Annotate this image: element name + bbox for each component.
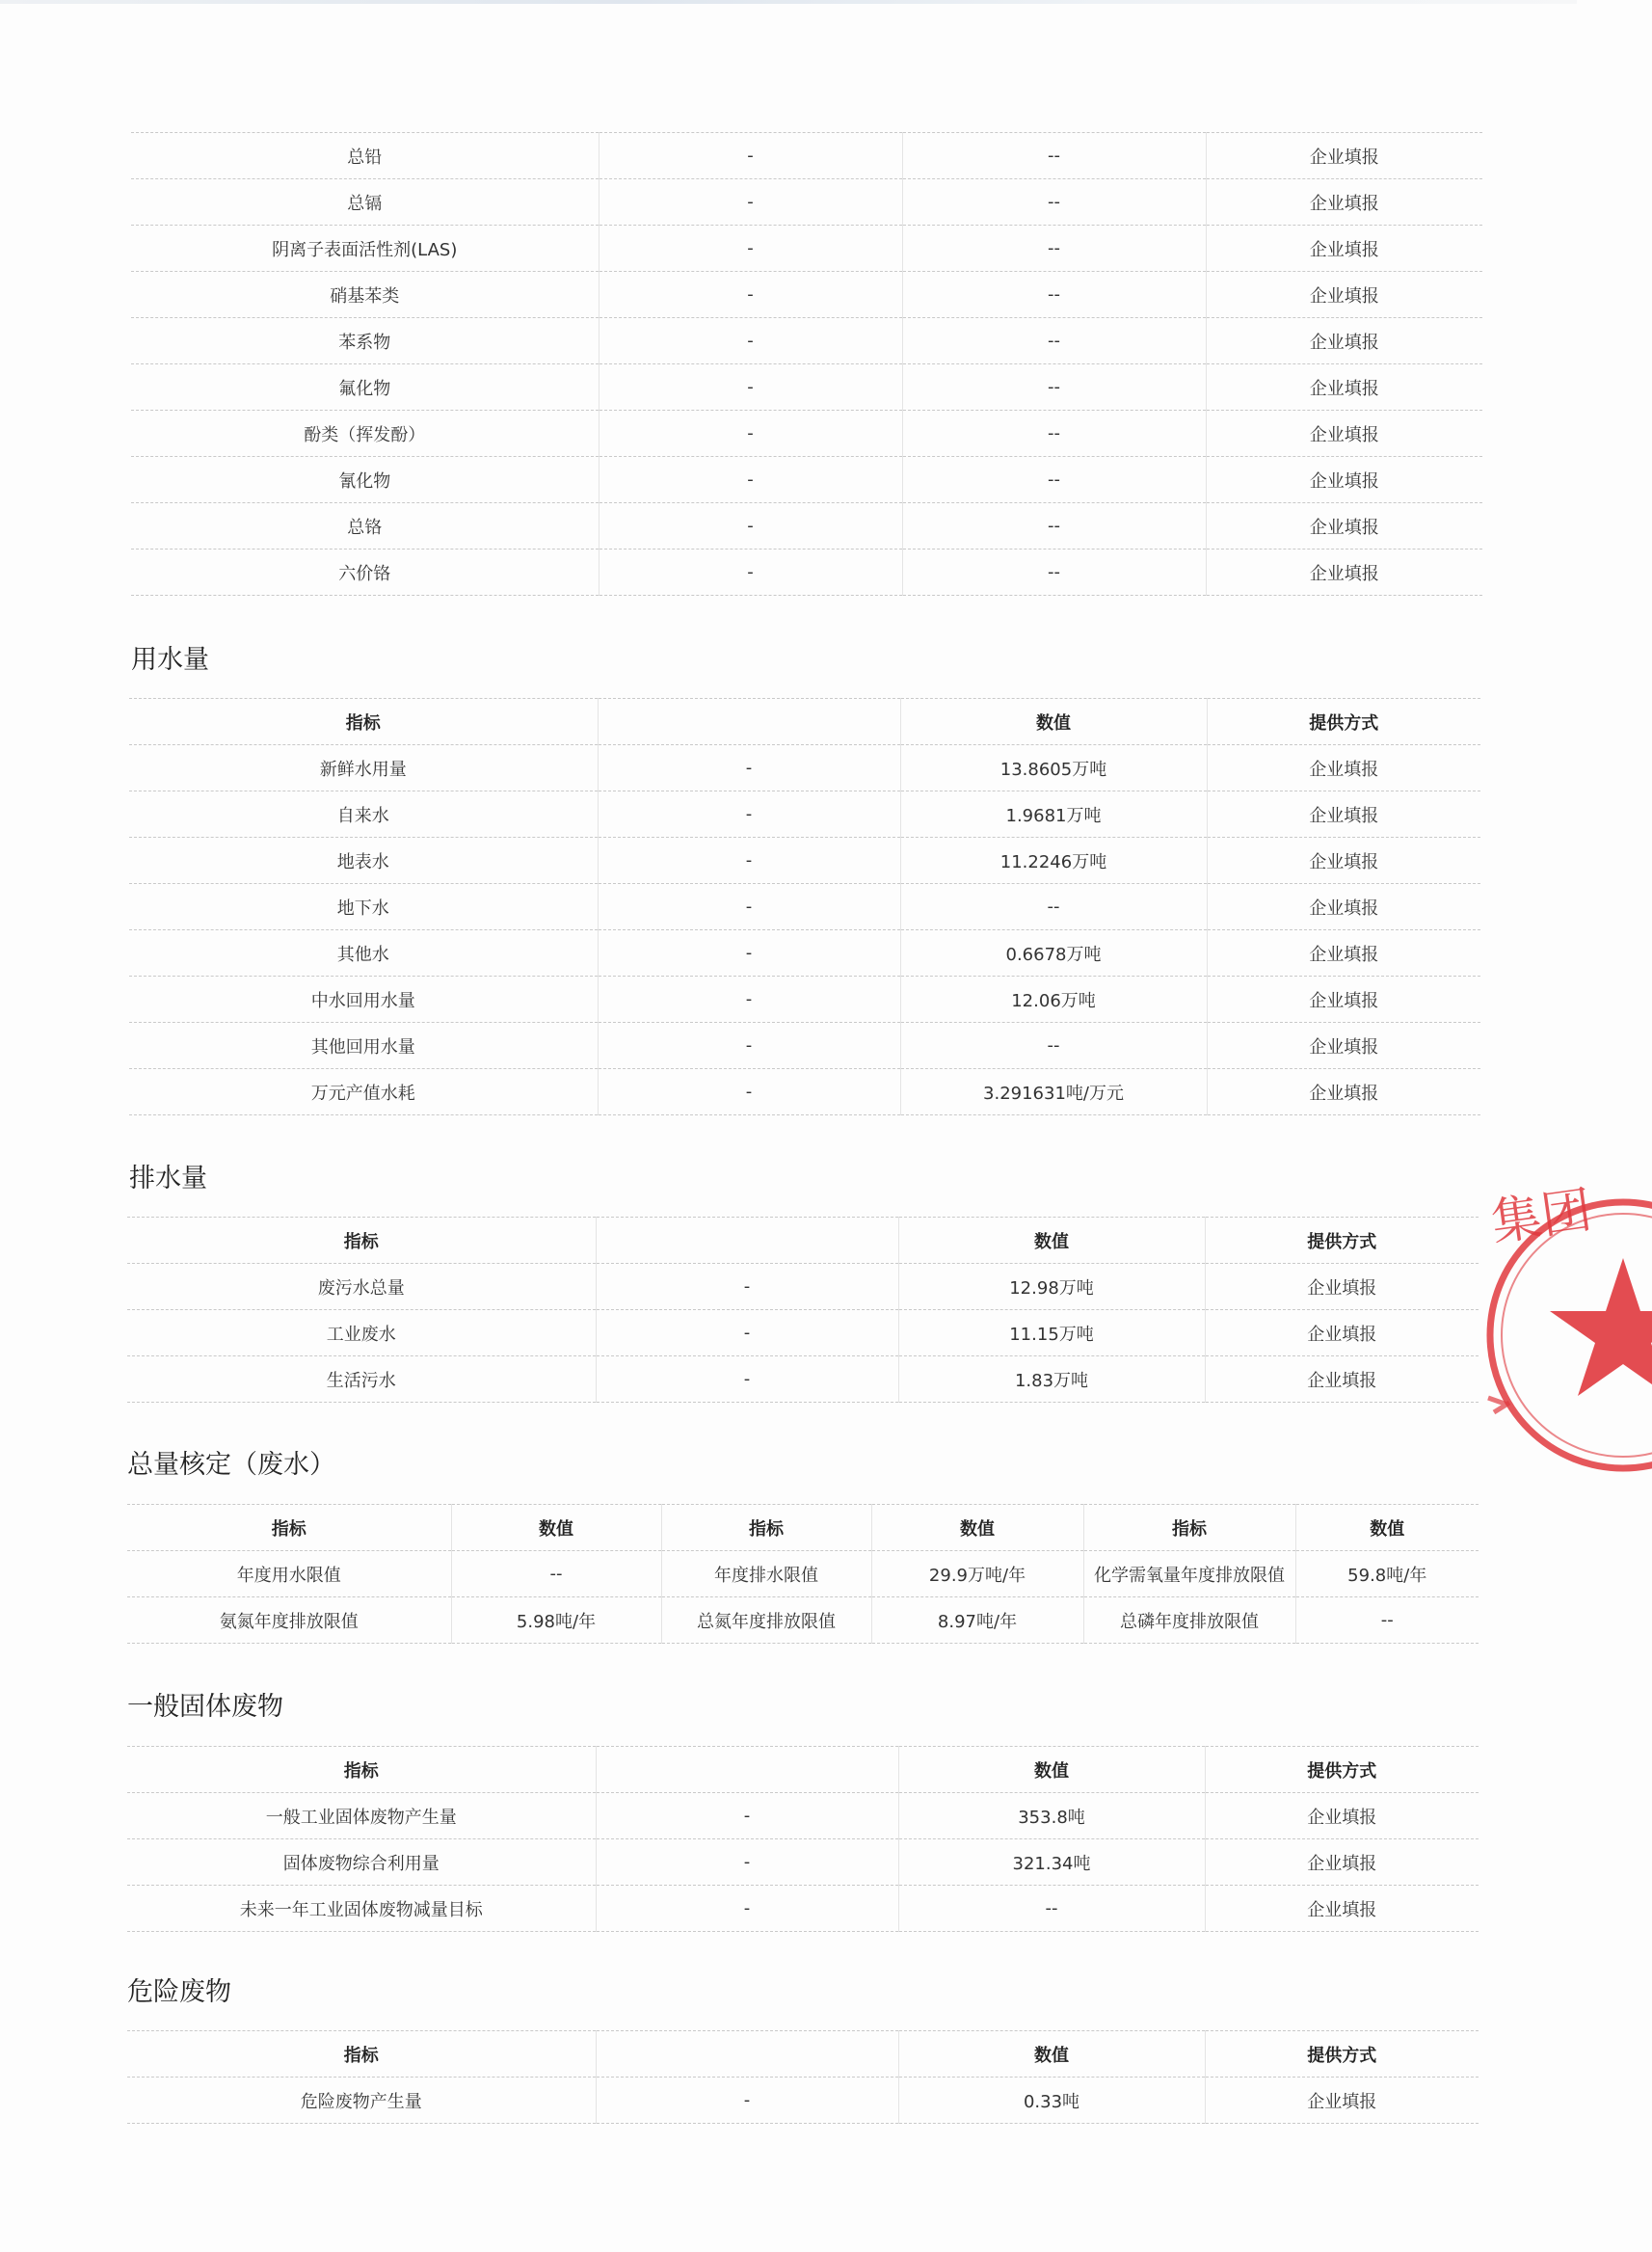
indicator-cell: 总磷年度排放限值	[1083, 1597, 1295, 1644]
seal-text: 集团	[1487, 1181, 1596, 1253]
method-cell: 企业填报	[1206, 364, 1482, 411]
method-cell: 企业填报	[1206, 133, 1482, 179]
dash-cell: -	[596, 2078, 898, 2124]
value-cell: 3.291631吨/万元	[900, 1069, 1207, 1115]
indicator-cell: 六价铬	[131, 550, 599, 596]
table-row	[129, 930, 1480, 977]
table-row	[129, 791, 1480, 838]
dash-cell: -	[598, 977, 900, 1023]
header-indicator: 指标	[127, 2031, 596, 2078]
header-value: 数值	[900, 699, 1207, 745]
method-cell: 企业填报	[1205, 1793, 1479, 1839]
table-row	[131, 179, 1482, 226]
value-cell: 1.9681万吨	[900, 791, 1207, 838]
header-indicator: 指标	[127, 1747, 596, 1793]
table-header-row	[129, 699, 1480, 745]
table-row	[127, 2078, 1479, 2124]
header-value: 数值	[898, 1218, 1205, 1264]
header-indicator: 指标	[127, 1505, 451, 1551]
header-blank	[598, 699, 900, 745]
dash-cell: -	[596, 1356, 898, 1403]
method-cell: 企业填报	[1205, 1264, 1479, 1310]
method-cell: 企业填报	[1207, 745, 1480, 791]
table-row	[129, 977, 1480, 1023]
section-title-water-use: 用水量	[131, 645, 209, 675]
indicator-cell: 地下水	[129, 884, 598, 930]
table-row	[129, 1069, 1480, 1115]
indicator-cell: 自来水	[129, 791, 598, 838]
indicator-cell: 总铅	[131, 133, 599, 179]
indicator-cell: 总氮年度排放限值	[661, 1597, 871, 1644]
dash-cell: -	[598, 1069, 900, 1115]
value-cell: 29.9万吨/年	[871, 1551, 1083, 1597]
value-cell: 321.34吨	[898, 1839, 1205, 1886]
header-method: 提供方式	[1205, 2031, 1479, 2078]
method-cell: 企业填报	[1206, 272, 1482, 318]
water-use-table	[129, 698, 1480, 1115]
method-cell: 企业填报	[1207, 1069, 1480, 1115]
indicator-cell: 废污水总量	[127, 1264, 596, 1310]
value-cell: 0.6678万吨	[900, 930, 1207, 977]
dash-cell: -	[599, 411, 902, 457]
method-cell: 企业填报	[1206, 550, 1482, 596]
value-cell: --	[902, 503, 1206, 550]
indicator-cell: 工业废水	[127, 1310, 596, 1356]
method-cell: 企业填报	[1206, 503, 1482, 550]
indicator-cell: 中水回用水量	[129, 977, 598, 1023]
dash-cell: -	[599, 226, 902, 272]
indicator-cell: 其他水	[129, 930, 598, 977]
quota-table	[127, 1504, 1479, 1644]
dash-cell: -	[599, 550, 902, 596]
dash-cell: -	[596, 1886, 898, 1932]
dash-cell: -	[598, 930, 900, 977]
table-header-row	[127, 2031, 1479, 2078]
table-row	[127, 1886, 1479, 1932]
value-cell: 11.15万吨	[898, 1310, 1205, 1356]
dash-cell: -	[599, 318, 902, 364]
header-value: 数值	[898, 2031, 1205, 2078]
dash-cell: -	[596, 1264, 898, 1310]
header-blank	[596, 1747, 898, 1793]
method-cell: 企业填报	[1206, 226, 1482, 272]
method-cell: 企业填报	[1206, 457, 1482, 503]
method-cell: 企业填报	[1207, 838, 1480, 884]
header-method: 提供方式	[1207, 699, 1480, 745]
table-row	[127, 1839, 1479, 1886]
indicator-cell: 总镉	[131, 179, 599, 226]
hazardous-waste-table	[127, 2030, 1479, 2124]
value-cell: --	[902, 179, 1206, 226]
value-cell: 5.98吨/年	[451, 1597, 661, 1644]
drainage-table	[127, 1217, 1479, 1403]
value-cell: --	[902, 364, 1206, 411]
dash-cell: -	[596, 1839, 898, 1886]
dash-cell: -	[599, 272, 902, 318]
dash-cell: -	[599, 179, 902, 226]
table-row	[131, 364, 1482, 411]
value-cell: --	[902, 133, 1206, 179]
scan-edge	[0, 0, 1577, 4]
dash-cell: -	[599, 503, 902, 550]
method-cell: 企业填报	[1207, 1023, 1480, 1069]
method-cell: 企业填报	[1207, 930, 1480, 977]
header-value: 数值	[1295, 1505, 1479, 1551]
indicator-cell: 酚类（挥发酚）	[131, 411, 599, 457]
method-cell: 企业填报	[1205, 1310, 1479, 1356]
section-title-quota: 总量核定（废水）	[127, 1450, 335, 1480]
table-row	[127, 1597, 1479, 1644]
dash-cell: -	[596, 1310, 898, 1356]
header-value: 数值	[898, 1747, 1205, 1793]
indicator-cell: 化学需氧量年度排放限值	[1083, 1551, 1295, 1597]
indicator-cell: 苯系物	[131, 318, 599, 364]
header-method: 提供方式	[1205, 1747, 1479, 1793]
header-method: 提供方式	[1205, 1218, 1479, 1264]
method-cell: 企业填报	[1207, 977, 1480, 1023]
table-row	[129, 884, 1480, 930]
value-cell: 13.8605万吨	[900, 745, 1207, 791]
indicator-cell: 一般工业固体废物产生量	[127, 1793, 596, 1839]
table-row	[129, 1023, 1480, 1069]
value-cell: 8.97吨/年	[871, 1597, 1083, 1644]
dash-cell: -	[596, 1793, 898, 1839]
method-cell: 企业填报	[1207, 884, 1480, 930]
table-row	[131, 318, 1482, 364]
table-header-row	[127, 1218, 1479, 1264]
value-cell: 11.2246万吨	[900, 838, 1207, 884]
value-cell: --	[902, 550, 1206, 596]
header-indicator: 指标	[1083, 1505, 1295, 1551]
indicator-cell: 氨氮年度排放限值	[127, 1597, 451, 1644]
value-cell: --	[902, 272, 1206, 318]
value-cell: --	[900, 884, 1207, 930]
table-row	[127, 1356, 1479, 1403]
method-cell: 企业填报	[1206, 411, 1482, 457]
table-row	[127, 1264, 1479, 1310]
header-value: 数值	[451, 1505, 661, 1551]
value-cell: --	[898, 1886, 1205, 1932]
value-cell: 1.83万吨	[898, 1356, 1205, 1403]
value-cell: --	[902, 318, 1206, 364]
indicator-cell: 年度用水限值	[127, 1551, 451, 1597]
method-cell: 企业填报	[1205, 1839, 1479, 1886]
method-cell: 企业填报	[1205, 1886, 1479, 1932]
value-cell: 59.8吨/年	[1295, 1551, 1479, 1597]
table-row	[131, 133, 1482, 179]
method-cell: 企业填报	[1206, 179, 1482, 226]
header-indicator: 指标	[127, 1218, 596, 1264]
indicator-cell: 氰化物	[131, 457, 599, 503]
table-row	[131, 503, 1482, 550]
dash-cell: -	[598, 791, 900, 838]
header-blank	[596, 1218, 898, 1264]
method-cell: 企业填报	[1206, 318, 1482, 364]
dash-cell: -	[599, 133, 902, 179]
table-row	[129, 745, 1480, 791]
table-header-row	[127, 1747, 1479, 1793]
value-cell: 12.06万吨	[900, 977, 1207, 1023]
header-value: 数值	[871, 1505, 1083, 1551]
value-cell: --	[900, 1023, 1207, 1069]
method-cell: 企业填报	[1205, 1356, 1479, 1403]
section-title-drainage: 排水量	[129, 1164, 207, 1193]
company-seal-stamp	[1459, 1181, 1652, 1470]
value-cell: --	[902, 411, 1206, 457]
indicator-cell: 危险废物产生量	[127, 2078, 596, 2124]
table-header-row	[127, 1505, 1479, 1551]
header-indicator: 指标	[129, 699, 598, 745]
indicator-cell: 其他回用水量	[129, 1023, 598, 1069]
table-row	[131, 272, 1482, 318]
dash-cell: -	[599, 457, 902, 503]
solid-waste-table	[127, 1746, 1479, 1932]
value-cell: 12.98万吨	[898, 1264, 1205, 1310]
pollutant-table	[131, 132, 1482, 596]
indicator-cell: 万元产值水耗	[129, 1069, 598, 1115]
section-title-solid-waste: 一般固体废物	[127, 1692, 283, 1722]
indicator-cell: 固体废物综合利用量	[127, 1839, 596, 1886]
indicator-cell: 未来一年工业固体废物减量目标	[127, 1886, 596, 1932]
value-cell: --	[1295, 1597, 1479, 1644]
value-cell: --	[451, 1551, 661, 1597]
header-blank	[596, 2031, 898, 2078]
indicator-cell: 阴离子表面活性剂(LAS)	[131, 226, 599, 272]
header-indicator: 指标	[661, 1505, 871, 1551]
table-row	[131, 411, 1482, 457]
section-title-hazardous-waste: 危险废物	[127, 1977, 231, 2007]
table-row	[131, 457, 1482, 503]
table-row	[131, 226, 1482, 272]
table-row	[127, 1310, 1479, 1356]
table-row	[127, 1793, 1479, 1839]
method-cell: 企业填报	[1205, 2078, 1479, 2124]
indicator-cell: 总铬	[131, 503, 599, 550]
value-cell: 353.8吨	[898, 1793, 1205, 1839]
table-row	[127, 1551, 1479, 1597]
indicator-cell: 生活污水	[127, 1356, 596, 1403]
indicator-cell: 地表水	[129, 838, 598, 884]
star-icon	[1550, 1258, 1652, 1396]
value-cell: --	[902, 226, 1206, 272]
dash-cell: -	[599, 364, 902, 411]
indicator-cell: 新鲜水用量	[129, 745, 598, 791]
value-cell: --	[902, 457, 1206, 503]
table-row	[129, 838, 1480, 884]
value-cell: 0.33吨	[898, 2078, 1205, 2124]
method-cell: 企业填报	[1207, 791, 1480, 838]
indicator-cell: 氟化物	[131, 364, 599, 411]
dash-cell: -	[598, 838, 900, 884]
indicator-cell: 年度排水限值	[661, 1551, 871, 1597]
table-row	[131, 550, 1482, 596]
dash-cell: -	[598, 884, 900, 930]
indicator-cell: 硝基苯类	[131, 272, 599, 318]
dash-cell: -	[598, 745, 900, 791]
dash-cell: -	[598, 1023, 900, 1069]
